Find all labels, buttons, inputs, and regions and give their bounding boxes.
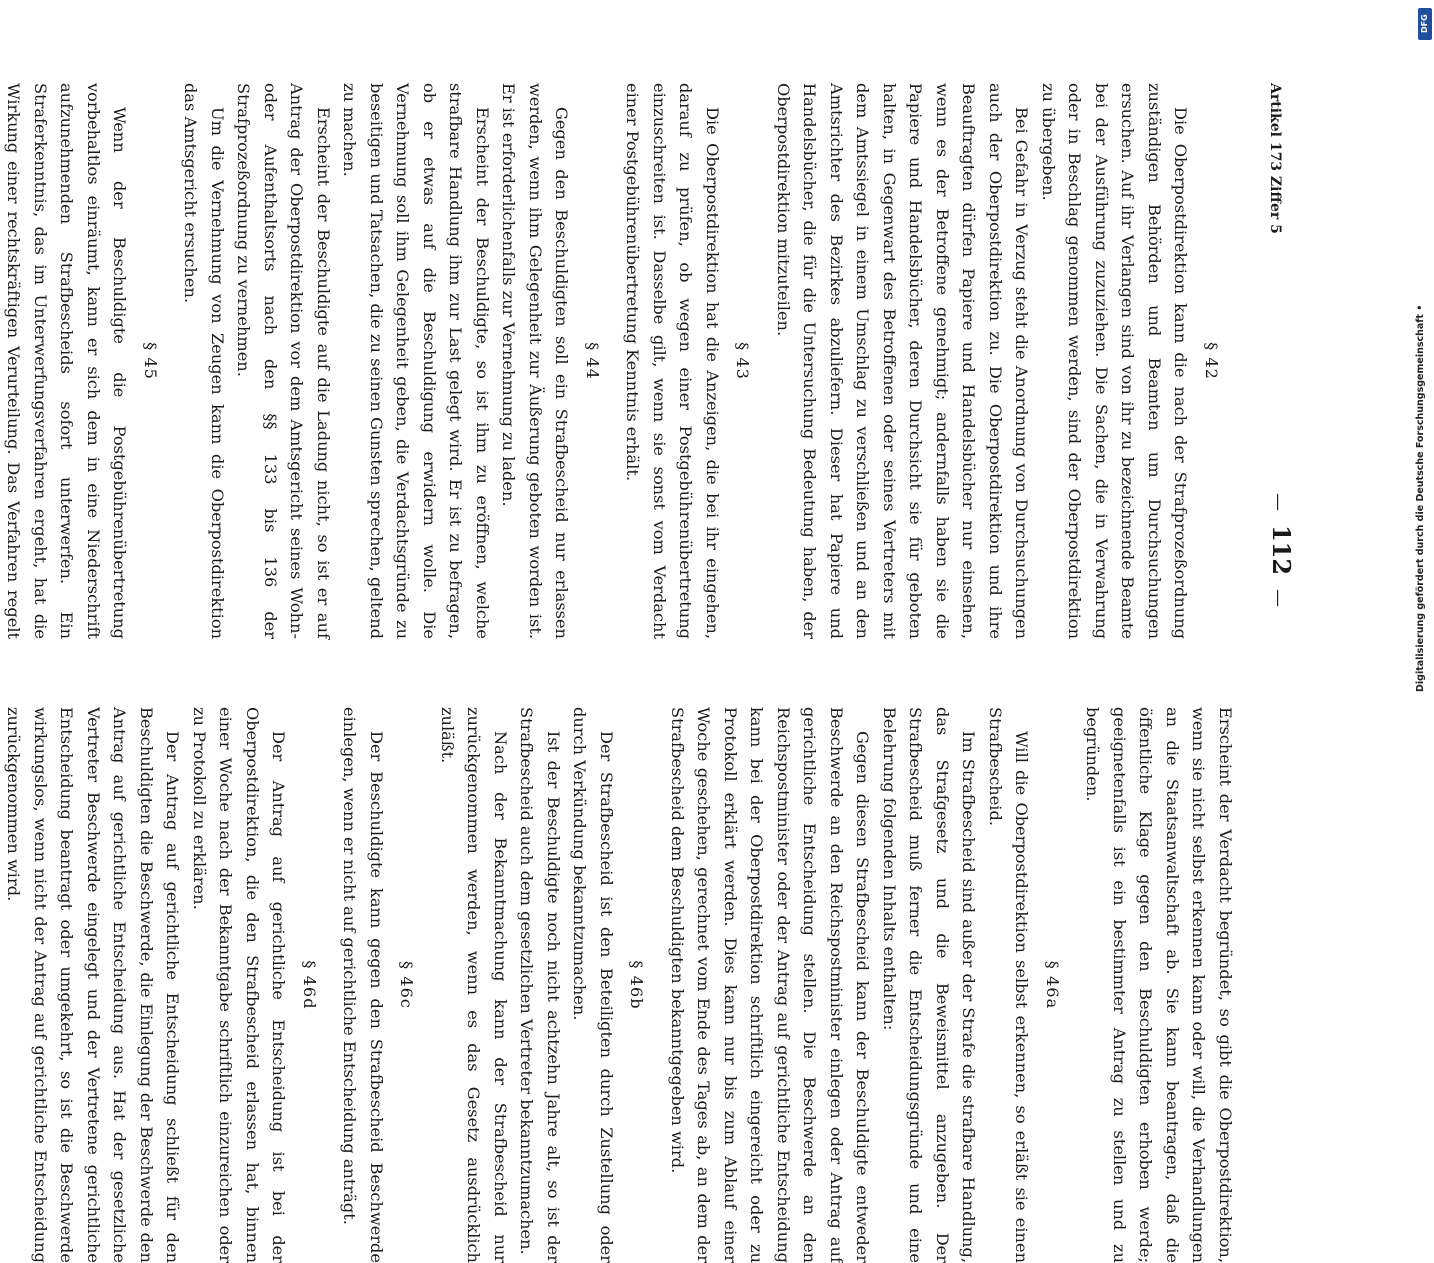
- left-column: [0, 83, 1238, 639]
- page-number: 112: [1267, 524, 1296, 576]
- paragraph: Erscheint der Verdacht begründet, so gibt die Oberpostdirektion, wenn sie nicht selbst erkennen kann oder will, die Verhandlungen an die Staatsanwaltschaft ab. Sie kann beantragen, daß die öffentliche Klage gegen den Beschuldigten erhoben werde; geeignetenfalls ist ein bestimmter Antrag zu stellen und zu begründen.: [1083, 707, 1235, 1263]
- paragraph: Gegen den Beschuldigten soll ein Strafbescheid nur erlassen werden, wenn ihm Gelegenheit zur Äußerung geboten worden ist. Er ist erforderlichenfalls zur Vernehmung zu laden.: [499, 83, 572, 639]
- page-number-line: [1265, 75, 1295, 1025]
- dfg-logo: DFG: [1418, 8, 1432, 40]
- section-heading: § 44: [583, 342, 602, 380]
- paragraph: Wenn der Beschuldigte die Postgebührenübertretung vorbehaltlos einräumt, kann er sich dem in eine Niederschrift aufzunehmenden Strafbescheids sofort unterwerfen. Ein Straferkenntnis, das im Unterwerfungsverfahren ergeht, hat die Wirkung einer rechtskräftigen Verurteilung. Das Verfahren regelt: [4, 83, 130, 639]
- paragraph: Will die Oberpostdirektion selbst erkennen, so erläßt sie einen Strafbescheid.: [986, 707, 1032, 1263]
- running-head: Artikel 173 Ziffer 5: [1267, 83, 1283, 234]
- section-heading: § 42: [1202, 342, 1221, 380]
- section-heading: § 46a: [1043, 960, 1062, 1010]
- section-heading: § 46c: [397, 961, 417, 1009]
- paragraph: Um die Vernehmung von Zeugen kann die Oberpostdirektion das Amtsgericht ersuchen.: [181, 83, 227, 639]
- digitization-credit: [1409, 0, 1433, 1000]
- paragraph: Die Oberpostdirektion hat die Anzeigen, die bei ihr eingehen, darauf zu prüfen, ob wegen einer Postgebührenübertretung einzuschreiten ist. Dasselbe gilt, wenn sie sonst vom Verdacht einer Postgebührenübertretung Kenntnis erhält.: [623, 83, 722, 639]
- paragraph: Gegen diesen Strafbescheid kann der Beschuldigte entweder Beschwerde an den Reichspostminister einlegen oder Antrag auf gerichtliche Entscheidung stellen. Die Beschwerde an den Reichspostminister oder der Antrag auf gerichtliche Entscheidung kann bei der Oberpostdirektion schriftlich eingereicht oder zu Protokoll erklärt werden. Dies kann nur bis zum Ablauf einer Woche geschehen, gerechnet vom Ende des Tages ab, an dem der Strafbescheid dem Beschuldigten bekanntgegeben wird.: [668, 707, 873, 1263]
- dash-left: —: [1268, 492, 1289, 511]
- paragraph: Erscheint der Beschuldigte auf die Ladung nicht, so ist er auf Antrag der Oberpostdirektion vor dem Amtsgericht seines Wohn- oder Aufenthaltsorts nach den §§ 133 bis 136 der Strafprozeßordnung zu vernehmen.: [234, 83, 333, 639]
- section-heading: § 43: [733, 342, 753, 380]
- paragraph: Nach der Bekanntmachung kann der Strafbescheid nur zurückgenommen werden, wenn es das Gesetz ausdrücklich zuläßt.: [438, 707, 510, 1263]
- paragraph: Der Antrag auf gerichtliche Entscheidung schließt für den Beschuldigten die Beschwerde, die Einlegung der Beschwerde den Antrag auf gerichtliche Entscheidung aus. Hat der gesetzliche Vertreter Beschwerde eingelegt und der Vertretene gerichtliche Entscheidung beantragt oder umgekehrt, so ist die Beschwerde wirkungslos, wenn nicht der Antrag auf gerichtliche Entscheidung zurückgenommen wird.: [4, 707, 183, 1263]
- rotated-page: [4, 75, 1300, 1263]
- section-heading: § 46b: [627, 960, 647, 1010]
- credit-text: Digitalisierung gefördert durch die Deutsche Forschungsgemeinschaft •: [1415, 304, 1426, 692]
- paragraph: Der Strafbescheid ist den Beteiligten durch Zustellung oder durch Verkündung bekanntzumachen.: [570, 707, 616, 1263]
- dash-right: —: [1268, 589, 1289, 608]
- paragraph: Ist der Beschuldigte noch nicht achtzehn Jahre alt, so ist der Strafbescheid auch dem gesetzlichen Vertreter bekanntzumachen.: [517, 707, 563, 1263]
- right-column: [0, 707, 1238, 1263]
- paragraph: Im Strafbescheid sind außer der Strafe die strafbare Handlung, das Strafgesetz und die Beweismittel anzugeben. Der Strafbescheid muß ferner die Entscheidungsgründe und eine Belehrung folgenden Inhalts enthalten:: [880, 707, 979, 1263]
- paragraph: Der Antrag auf gerichtliche Entscheidung ist bei der Oberpostdirektion, die den Strafbescheid erlassen hat, binnen einer Woche nach der Bekanntgabe schriftlich einzureichen oder zu Protokoll zu erklären.: [190, 707, 289, 1263]
- paragraph: Bei Gefahr in Verzug steht die Anordnung von Durchsuchungen auch der Oberpostdirektion zu. Die Oberpostdirektion und ihre Beauftragten dürfen Papiere und Handelsbücher nur einsehen, wenn es der Betroffene genehmigt; andernfalls haben sie die Papiere und Handelsbücher, deren Durchsicht sie für geboten halten, in Gegenwart des Betroffenen oder seines Vertreters mit dem Amtssiegel in einem Umschlag zu verschließen und an den Amtsrichter des Bezirkes abzuliefern. Dieser hat Papiere und Handelsbücher, die für die Untersuchung Bedeutung haben, der Oberpostdirektion mitzuteilen.: [774, 83, 1032, 639]
- paragraph: Der Beschuldigte kann gegen den Strafbescheid Beschwerde einlegen, wenn er nicht auf gerichtliche Entscheidung anträgt.: [340, 707, 386, 1263]
- section-heading: § 46d: [300, 960, 319, 1010]
- paragraph: Die Oberpostdirektion kann die nach der Strafprozeßordnung zuständigen Behörden und Beamten um Durchsuchungen ersuchen. Auf ihr Verlangen sind von ihr zu bezeichnende Beamte bei der Ausführung zuzuziehen. Die Sachen, die in Verwahrung oder in Beschlag genommen werden, sind der Oberpostdirektion zu übergeben.: [1039, 83, 1191, 639]
- page-header: [1252, 75, 1296, 1025]
- paragraph: Erscheint der Beschuldigte, so ist ihm zu eröffnen, welche strafbare Handlung ihm zur Last gelegt wird. Er ist zu befragen, ob er etwas auf die Beschuldigung erwidern wolle. Die Vernehmung soll ihm Gelegenheit geben, die Verdachtsgründe zu beseitigen und Tatsachen, die zu seinen Gunsten sprechen, geltend zu machen.: [340, 83, 492, 639]
- section-heading: § 45: [141, 342, 160, 380]
